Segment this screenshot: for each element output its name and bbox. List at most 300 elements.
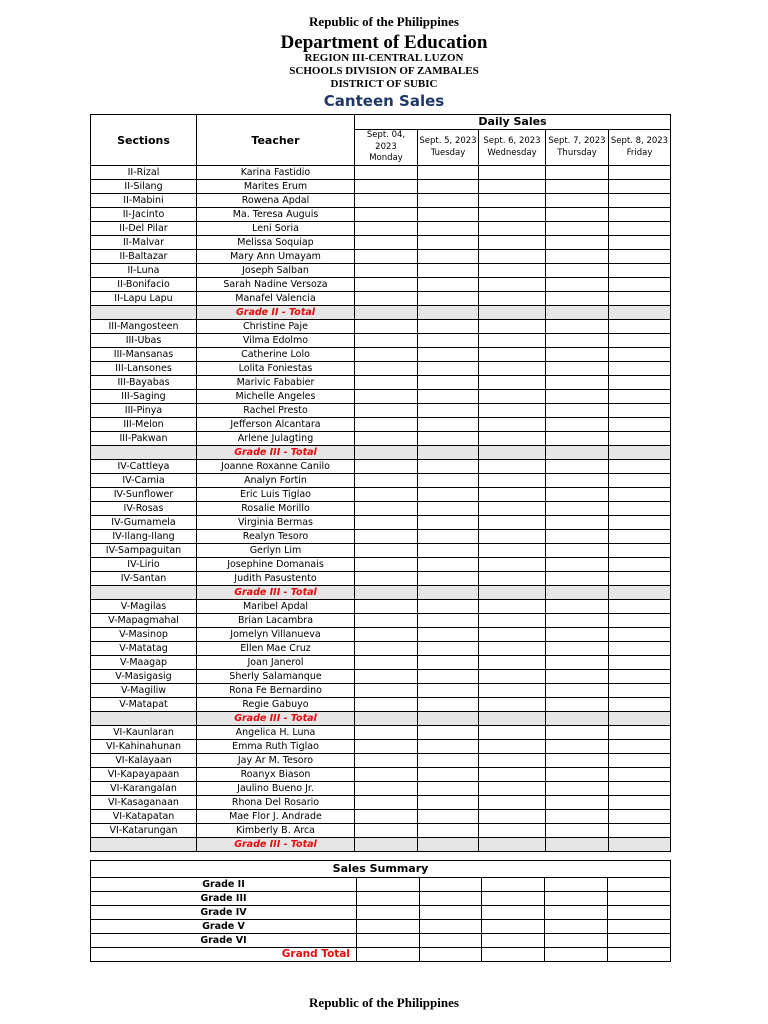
summary-cell[interactable] [482, 906, 545, 920]
sales-cell[interactable] [418, 754, 479, 768]
sales-cell[interactable] [418, 572, 479, 586]
sales-cell[interactable] [418, 782, 479, 796]
total-cell[interactable] [418, 838, 479, 852]
total-cell[interactable] [418, 446, 479, 460]
sales-cell[interactable] [479, 334, 546, 348]
sales-cell[interactable] [479, 418, 546, 432]
sales-cell[interactable] [479, 180, 546, 194]
sales-cell[interactable] [479, 460, 546, 474]
sales-cell[interactable] [546, 572, 609, 586]
sales-cell[interactable] [546, 544, 609, 558]
sales-cell[interactable] [546, 362, 609, 376]
sales-cell[interactable] [479, 768, 546, 782]
summary-cell[interactable] [357, 934, 420, 948]
sales-cell[interactable] [418, 698, 479, 712]
summary-cell[interactable] [420, 906, 482, 920]
summary-cell[interactable] [482, 892, 545, 906]
sales-cell[interactable] [479, 194, 546, 208]
sales-cell[interactable] [609, 418, 671, 432]
sales-cell[interactable] [546, 208, 609, 222]
sales-cell[interactable] [418, 684, 479, 698]
sales-cell[interactable] [355, 432, 418, 446]
sales-cell[interactable] [355, 236, 418, 250]
sales-cell[interactable] [479, 264, 546, 278]
sales-cell[interactable] [418, 544, 479, 558]
summary-cell[interactable] [482, 920, 545, 934]
sales-cell[interactable] [418, 180, 479, 194]
sales-cell[interactable] [546, 824, 609, 838]
sales-cell[interactable] [355, 768, 418, 782]
sales-cell[interactable] [355, 460, 418, 474]
sales-cell[interactable] [355, 180, 418, 194]
total-cell[interactable] [609, 306, 671, 320]
sales-cell[interactable] [418, 222, 479, 236]
sales-cell[interactable] [355, 698, 418, 712]
total-cell[interactable] [479, 712, 546, 726]
sales-cell[interactable] [355, 530, 418, 544]
sales-cell[interactable] [479, 474, 546, 488]
sales-cell[interactable] [546, 320, 609, 334]
sales-cell[interactable] [546, 222, 609, 236]
total-cell[interactable] [418, 306, 479, 320]
sales-cell[interactable] [546, 180, 609, 194]
sales-cell[interactable] [418, 292, 479, 306]
sales-cell[interactable] [609, 684, 671, 698]
sales-cell[interactable] [546, 796, 609, 810]
sales-cell[interactable] [609, 390, 671, 404]
sales-cell[interactable] [355, 278, 418, 292]
sales-cell[interactable] [479, 670, 546, 684]
sales-cell[interactable] [355, 628, 418, 642]
sales-cell[interactable] [418, 236, 479, 250]
summary-grade-label: Grade V [202, 921, 245, 932]
total-cell[interactable] [546, 838, 609, 852]
sales-cell[interactable] [546, 726, 609, 740]
total-row [91, 838, 671, 852]
summary-cell[interactable] [608, 878, 671, 892]
grand-total-cell[interactable] [357, 948, 420, 962]
sales-cell[interactable] [418, 334, 479, 348]
sales-cell[interactable] [609, 362, 671, 376]
sales-cell[interactable] [355, 782, 418, 796]
sales-cell[interactable] [546, 418, 609, 432]
sales-cell[interactable] [479, 166, 546, 180]
sales-cell[interactable] [546, 768, 609, 782]
summary-cell[interactable] [357, 892, 420, 906]
sales-cell[interactable] [609, 222, 671, 236]
sales-cell[interactable] [546, 614, 609, 628]
sales-cell[interactable] [479, 236, 546, 250]
total-row [91, 446, 671, 460]
sales-cell[interactable] [546, 600, 609, 614]
sales-cell[interactable] [546, 810, 609, 824]
sales-cell[interactable] [355, 642, 418, 656]
sales-cell[interactable] [546, 376, 609, 390]
sales-cell[interactable] [355, 544, 418, 558]
grand-total-cell[interactable] [608, 948, 671, 962]
sales-cell[interactable] [609, 376, 671, 390]
sales-cell[interactable] [546, 264, 609, 278]
sales-cell[interactable] [418, 670, 479, 684]
total-cell[interactable] [418, 586, 479, 600]
sales-cell[interactable] [479, 250, 546, 264]
summary-cell[interactable] [608, 920, 671, 934]
sales-cell[interactable] [355, 362, 418, 376]
sales-cell[interactable] [355, 250, 418, 264]
summary-cell[interactable] [608, 892, 671, 906]
summary-cell[interactable] [608, 934, 671, 948]
sales-cell[interactable] [609, 572, 671, 586]
sales-cell[interactable] [609, 278, 671, 292]
total-cell[interactable] [355, 446, 418, 460]
sales-cell[interactable] [609, 236, 671, 250]
sales-cell[interactable] [609, 180, 671, 194]
sales-cell[interactable] [609, 558, 671, 572]
sales-cell[interactable] [418, 488, 479, 502]
total-cell[interactable] [355, 586, 418, 600]
sales-cell[interactable] [479, 824, 546, 838]
teacher-cell: Sarah Nadine Versoza [197, 278, 355, 292]
sales-cell[interactable] [609, 516, 671, 530]
sales-cell[interactable] [418, 362, 479, 376]
summary-cell[interactable] [482, 934, 545, 948]
sales-cell[interactable] [355, 222, 418, 236]
section-cell: V-Masigasig [91, 670, 197, 684]
sales-cell[interactable] [355, 502, 418, 516]
sales-cell[interactable] [479, 404, 546, 418]
sales-cell[interactable] [355, 656, 418, 670]
sales-cell[interactable] [609, 488, 671, 502]
sales-cell[interactable] [418, 656, 479, 670]
section-cell: II-Del Pilar [91, 222, 197, 236]
total-cell[interactable] [546, 446, 609, 460]
sales-cell[interactable] [546, 460, 609, 474]
sales-cell[interactable] [546, 250, 609, 264]
sales-cell[interactable] [546, 656, 609, 670]
sales-cell[interactable] [479, 600, 546, 614]
table-row [91, 334, 671, 348]
sales-cell[interactable] [355, 208, 418, 222]
sales-cell[interactable] [609, 348, 671, 362]
sales-cell[interactable] [479, 320, 546, 334]
sales-cell[interactable] [546, 390, 609, 404]
sales-cell[interactable] [418, 810, 479, 824]
sales-cell[interactable] [479, 740, 546, 754]
sales-summary-title: Sales Summary [91, 861, 671, 878]
sales-cell[interactable] [418, 418, 479, 432]
sales-cell[interactable] [479, 782, 546, 796]
sales-cell[interactable] [546, 642, 609, 656]
section-cell: V-Matatag [91, 642, 197, 656]
sales-cell[interactable] [479, 390, 546, 404]
sales-cell[interactable] [546, 166, 609, 180]
sales-cell[interactable] [609, 250, 671, 264]
sales-cell[interactable] [355, 614, 418, 628]
sales-cell[interactable] [355, 824, 418, 838]
sales-cell[interactable] [418, 642, 479, 656]
sales-cell[interactable] [355, 810, 418, 824]
sales-cell[interactable] [479, 502, 546, 516]
total-cell[interactable] [609, 446, 671, 460]
sales-cell[interactable] [418, 208, 479, 222]
teacher-cell: Gerlyn Lim [197, 544, 355, 558]
sales-cell[interactable] [609, 642, 671, 656]
sales-cell[interactable] [609, 810, 671, 824]
sales-cell[interactable] [355, 516, 418, 530]
sales-cell[interactable] [479, 292, 546, 306]
section-cell: IV-Sunflower [91, 488, 197, 502]
sales-cell[interactable] [609, 460, 671, 474]
sales-cell[interactable] [355, 320, 418, 334]
sales-cell[interactable] [355, 348, 418, 362]
sales-cell[interactable] [609, 194, 671, 208]
sales-cell[interactable] [355, 600, 418, 614]
sales-cell[interactable] [418, 474, 479, 488]
sales-cell[interactable] [418, 516, 479, 530]
sales-cell[interactable] [479, 432, 546, 446]
sales-cell[interactable] [546, 348, 609, 362]
sales-cell[interactable] [546, 404, 609, 418]
sales-cell[interactable] [609, 782, 671, 796]
sales-cell[interactable] [418, 460, 479, 474]
sales-cell[interactable] [355, 474, 418, 488]
sales-cell[interactable] [609, 208, 671, 222]
sales-cell[interactable] [418, 824, 479, 838]
teacher-cell: Joseph Salban [197, 264, 355, 278]
sales-cell[interactable] [418, 740, 479, 754]
summary-cell[interactable] [420, 934, 482, 948]
summary-cell[interactable] [420, 920, 482, 934]
sales-cell[interactable] [418, 558, 479, 572]
summary-cell[interactable] [482, 878, 545, 892]
sales-cell[interactable] [355, 558, 418, 572]
sales-cell[interactable] [479, 656, 546, 670]
sales-cell[interactable] [609, 292, 671, 306]
sales-cell[interactable] [609, 432, 671, 446]
sales-cell[interactable] [418, 600, 479, 614]
sales-cell[interactable] [479, 516, 546, 530]
sales-cell[interactable] [479, 614, 546, 628]
sales-cell[interactable] [479, 684, 546, 698]
grand-total-cell[interactable] [420, 948, 482, 962]
section-cell: VI-Karangalan [91, 782, 197, 796]
sales-cell[interactable] [418, 348, 479, 362]
teacher-cell: Christine Paje [197, 320, 355, 334]
sales-cell[interactable] [479, 348, 546, 362]
sales-cell[interactable] [355, 726, 418, 740]
sales-cell[interactable] [609, 404, 671, 418]
summary-cell[interactable] [357, 878, 420, 892]
sales-cell[interactable] [479, 278, 546, 292]
sales-cell[interactable] [418, 726, 479, 740]
sales-cell[interactable] [479, 558, 546, 572]
sales-cell[interactable] [546, 292, 609, 306]
sales-cell[interactable] [609, 334, 671, 348]
sales-cell[interactable] [479, 628, 546, 642]
sales-cell[interactable] [546, 488, 609, 502]
sales-cell[interactable] [609, 698, 671, 712]
total-cell[interactable] [479, 838, 546, 852]
sales-cell[interactable] [418, 320, 479, 334]
sales-cell[interactable] [479, 208, 546, 222]
sales-cell[interactable] [479, 810, 546, 824]
sales-cell[interactable] [546, 558, 609, 572]
summary-cell[interactable] [420, 892, 482, 906]
total-cell[interactable] [609, 586, 671, 600]
sales-cell[interactable] [546, 670, 609, 684]
sales-cell[interactable] [355, 684, 418, 698]
sales-cell[interactable] [418, 278, 479, 292]
sales-cell[interactable] [546, 278, 609, 292]
sales-cell[interactable] [418, 614, 479, 628]
sales-cell[interactable] [609, 740, 671, 754]
sales-cell[interactable] [609, 474, 671, 488]
sales-cell[interactable] [546, 698, 609, 712]
sales-cell[interactable] [609, 754, 671, 768]
sales-cell[interactable] [355, 376, 418, 390]
grand-total-cell[interactable] [482, 948, 545, 962]
sales-cell[interactable] [479, 796, 546, 810]
sales-cell[interactable] [609, 768, 671, 782]
summary-cell[interactable] [545, 906, 608, 920]
sales-cell[interactable] [355, 670, 418, 684]
sales-cell[interactable] [418, 166, 479, 180]
sales-cell[interactable] [546, 502, 609, 516]
summary-cell[interactable] [545, 878, 608, 892]
total-cell[interactable] [479, 306, 546, 320]
total-cell[interactable] [546, 586, 609, 600]
sales-cell[interactable] [479, 530, 546, 544]
sales-cell[interactable] [546, 334, 609, 348]
total-cell[interactable] [418, 712, 479, 726]
sales-cell[interactable] [609, 530, 671, 544]
summary-cell[interactable] [357, 906, 420, 920]
sales-cell[interactable] [609, 264, 671, 278]
sales-cell[interactable] [355, 264, 418, 278]
sales-cell[interactable] [546, 628, 609, 642]
sales-cell[interactable] [418, 796, 479, 810]
sales-cell[interactable] [609, 166, 671, 180]
teacher-cell: Leni Soria [197, 222, 355, 236]
sales-cell[interactable] [355, 418, 418, 432]
table-row [91, 166, 671, 180]
sales-cell[interactable] [609, 544, 671, 558]
sales-cell[interactable] [355, 166, 418, 180]
sales-cell[interactable] [418, 390, 479, 404]
sales-cell[interactable] [546, 516, 609, 530]
sales-cell[interactable] [418, 502, 479, 516]
summary-cell[interactable] [608, 906, 671, 920]
sales-cell[interactable] [355, 194, 418, 208]
sales-cell[interactable] [479, 572, 546, 586]
sales-cell[interactable] [609, 320, 671, 334]
sales-cell[interactable] [479, 376, 546, 390]
sales-cell[interactable] [609, 614, 671, 628]
table-row [91, 292, 671, 306]
grand-total-cell[interactable] [545, 948, 608, 962]
total-cell[interactable] [355, 306, 418, 320]
sales-cell[interactable] [546, 530, 609, 544]
sales-cell[interactable] [609, 628, 671, 642]
sales-cell[interactable] [609, 502, 671, 516]
sales-cell[interactable] [546, 236, 609, 250]
sales-cell[interactable] [479, 754, 546, 768]
sales-cell[interactable] [609, 726, 671, 740]
sales-cell[interactable] [355, 572, 418, 586]
sales-cell[interactable] [479, 362, 546, 376]
total-cell[interactable] [479, 446, 546, 460]
total-cell[interactable] [609, 838, 671, 852]
sales-cell[interactable] [418, 768, 479, 782]
sales-cell[interactable] [479, 698, 546, 712]
summary-cell[interactable] [545, 934, 608, 948]
section-cell: II-Jacinto [91, 208, 197, 222]
sales-cell[interactable] [418, 432, 479, 446]
sales-cell[interactable] [418, 376, 479, 390]
sales-cell[interactable] [546, 754, 609, 768]
sales-cell[interactable] [479, 222, 546, 236]
sales-cell[interactable] [546, 432, 609, 446]
summary-cell[interactable] [545, 920, 608, 934]
sales-cell[interactable] [355, 754, 418, 768]
section-cell: II-Lapu Lapu [91, 292, 197, 306]
table-row [91, 600, 671, 614]
total-cell[interactable] [355, 838, 418, 852]
sales-cell[interactable] [418, 194, 479, 208]
total-cell[interactable] [546, 306, 609, 320]
summary-cell[interactable] [420, 878, 482, 892]
total-cell[interactable] [609, 712, 671, 726]
sales-cell[interactable] [479, 488, 546, 502]
sales-cell[interactable] [479, 544, 546, 558]
sales-cell[interactable] [609, 656, 671, 670]
total-cell[interactable] [479, 586, 546, 600]
sales-cell[interactable] [355, 390, 418, 404]
sales-cell[interactable] [418, 404, 479, 418]
summary-grade-cell [91, 906, 357, 920]
table-row [91, 558, 671, 572]
sales-cell[interactable] [479, 726, 546, 740]
sales-cell[interactable] [418, 264, 479, 278]
table-row [91, 544, 671, 558]
sales-cell[interactable] [418, 628, 479, 642]
sales-cell[interactable] [609, 824, 671, 838]
summary-cell[interactable] [545, 892, 608, 906]
sales-cell[interactable] [546, 684, 609, 698]
sales-cell[interactable] [418, 530, 479, 544]
teacher-cell: Manafel Valencia [197, 292, 355, 306]
sales-cell[interactable] [609, 670, 671, 684]
sales-cell[interactable] [609, 796, 671, 810]
summary-cell[interactable] [357, 920, 420, 934]
total-cell[interactable] [546, 712, 609, 726]
sales-cell[interactable] [609, 600, 671, 614]
sales-cell[interactable] [355, 292, 418, 306]
sales-cell[interactable] [418, 250, 479, 264]
sales-cell[interactable] [546, 474, 609, 488]
sales-cell[interactable] [355, 334, 418, 348]
sales-cell[interactable] [355, 488, 418, 502]
table-row [91, 782, 671, 796]
sales-cell[interactable] [546, 194, 609, 208]
sales-cell[interactable] [546, 740, 609, 754]
sales-cell[interactable] [355, 404, 418, 418]
total-cell[interactable] [355, 712, 418, 726]
sales-cell[interactable] [479, 642, 546, 656]
sales-cell[interactable] [546, 782, 609, 796]
sales-cell[interactable] [355, 796, 418, 810]
sales-cell[interactable] [355, 740, 418, 754]
